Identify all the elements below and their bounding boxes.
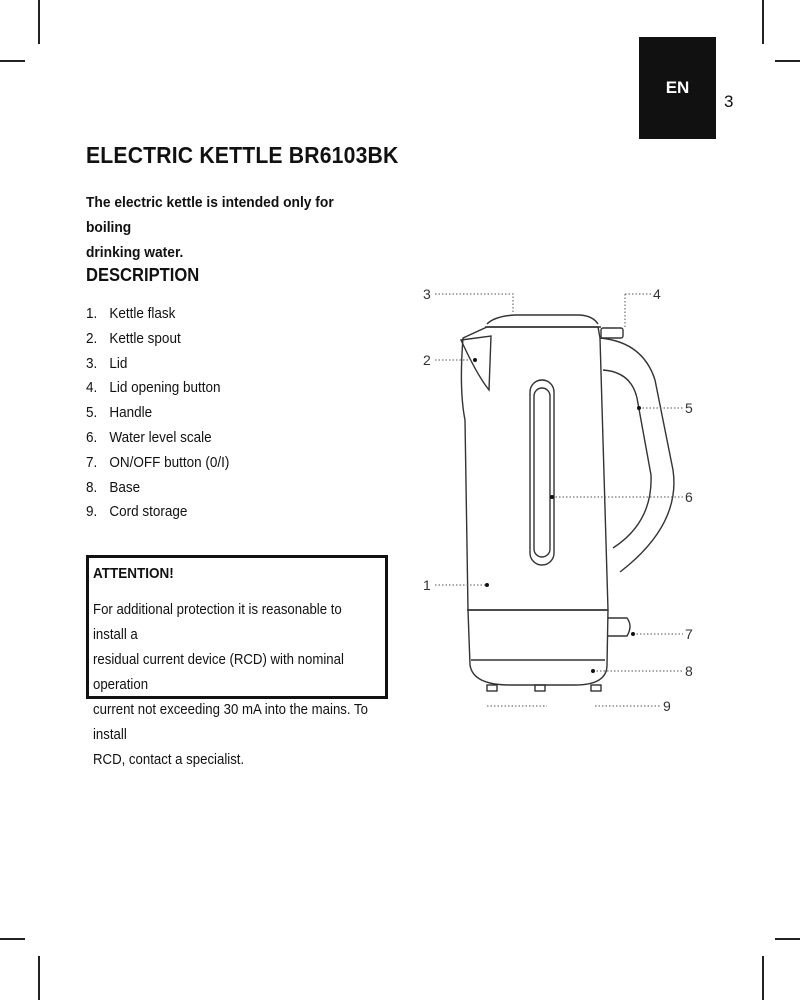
crop-mark-bottom-left-v: [38, 956, 40, 1000]
list-item: [86, 451, 229, 476]
item-number: 2.: [86, 329, 98, 347]
list-item: [86, 500, 229, 525]
page-number: 3: [724, 92, 734, 111]
attention-line: RCD, contact a specialist.: [93, 751, 245, 768]
crop-mark-bottom-left-h: [0, 938, 25, 940]
list-item: [86, 426, 229, 451]
item-label: Lid opening button: [109, 379, 221, 397]
callout-9: 9: [663, 698, 671, 714]
crop-mark-top-right-v: [762, 0, 764, 44]
callout-4: 4: [653, 286, 661, 302]
foot-mid: [535, 685, 545, 691]
callout-7: 7: [685, 626, 693, 642]
description-heading: DESCRIPTION: [86, 265, 200, 285]
item-label: Lid: [109, 354, 128, 372]
leader-3: [435, 294, 513, 313]
item-number: 7.: [86, 453, 98, 471]
item-number: 6.: [86, 428, 98, 446]
callout-8: 8: [685, 663, 693, 679]
item-label: Handle: [109, 404, 153, 422]
item-label: Kettle spout: [109, 329, 181, 347]
kettle-diagram: [415, 280, 705, 720]
switch-outline: [608, 618, 630, 636]
item-number: 3.: [86, 354, 98, 372]
page-title: ELECTRIC KETTLE BR6103BK: [86, 142, 399, 168]
intro-text: [86, 190, 362, 265]
list-item: [86, 376, 229, 401]
callout-1: 1: [423, 577, 431, 593]
attention-line: residual current device (RCD) with nominal operation: [93, 651, 344, 693]
callout-6: 6: [685, 489, 693, 505]
list-item: [86, 401, 229, 426]
item-number: 5.: [86, 404, 98, 422]
dot-5: [637, 406, 641, 410]
attention-title: ATTENTION!: [93, 565, 174, 582]
dot-8: [591, 669, 595, 673]
list-item: [86, 302, 229, 327]
crop-mark-top-left-v: [38, 0, 40, 44]
dot-1: [485, 583, 489, 587]
callout-5: 5: [685, 400, 693, 416]
item-number: 9.: [86, 503, 98, 521]
body-outline: [461, 327, 608, 610]
attention-line: current not exceeding 30 mA into the mains. To install: [93, 701, 368, 743]
item-label: Base: [109, 478, 141, 496]
item-label: Cord storage: [109, 503, 188, 521]
item-label: Kettle flask: [109, 305, 176, 322]
base-outline: [468, 610, 608, 685]
attention-box: [86, 555, 388, 768]
crop-mark-top-right-h: [775, 60, 800, 62]
item-label: Water level scale: [109, 428, 212, 446]
spout-outline: [461, 336, 491, 390]
crop-mark-bottom-right-h: [775, 938, 800, 940]
callout-3: 3: [423, 286, 431, 302]
item-label: ON/OFF button (0/I): [109, 453, 230, 471]
handle-inner-outline: [603, 370, 651, 548]
dot-7: [631, 632, 635, 636]
callout-2: 2: [423, 352, 431, 368]
parts-list: [86, 302, 229, 525]
foot-left: [487, 685, 497, 691]
item-number: 8.: [86, 478, 98, 496]
intro-line: The electric kettle is intended only for boiling: [86, 194, 334, 236]
language-tab: EN: [639, 37, 716, 139]
lid-button-shape: [601, 328, 623, 338]
item-number: 1.: [86, 305, 98, 322]
attention-line: For additional protection it is reasonable to install a: [93, 601, 342, 643]
item-number: 4.: [86, 379, 98, 397]
attention-text: [93, 597, 375, 772]
list-item: [86, 352, 229, 377]
list-item: [86, 476, 229, 501]
foot-right: [591, 685, 601, 691]
dot-2: [473, 358, 477, 362]
crop-mark-top-left-h: [0, 60, 25, 62]
dot-6: [550, 495, 554, 499]
lid-outline: [487, 315, 598, 324]
water-window-inner: [534, 388, 550, 557]
list-item: [86, 327, 229, 352]
crop-mark-bottom-right-v: [762, 956, 764, 1000]
intro-line: drinking water.: [86, 244, 184, 261]
handle-outline: [600, 338, 674, 572]
